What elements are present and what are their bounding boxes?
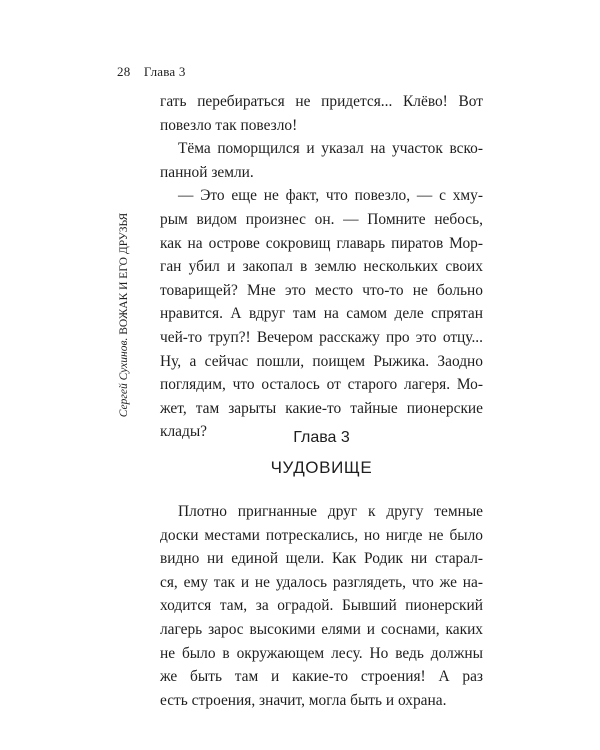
text-line: панной земли. <box>160 163 254 181</box>
spine-author: Сергей Сухинов. <box>118 337 130 418</box>
text-line: — Это еще не факт, что повезло, — с хму- <box>178 187 483 205</box>
text-line: как на острове сокровищ главарь пиратов Мор- <box>160 234 483 252</box>
text-line: ходится там, за оградой. Бывший пионерский <box>160 597 483 615</box>
page-number: 28 <box>117 64 131 79</box>
text-line: есть строения, значит, могла быть и охрана. <box>160 691 447 709</box>
text-line: клады? <box>160 423 207 441</box>
text-line: не было в окружающем лесу. Но ведь должны <box>160 644 483 662</box>
running-header <box>117 64 186 80</box>
text-line: Ну, а сейчас пошли, поищем Рыжика. Заодно <box>160 352 483 370</box>
text-line: жет, там зарыты какие-то тайные пионерские <box>160 399 483 417</box>
text-line: Тёма поморщился и указал на участок вско- <box>178 140 483 158</box>
text-line: повезло так повезло! <box>160 116 298 134</box>
text-block-top <box>160 90 483 444</box>
text-line: ган убил и закопал в землю нескольких своих <box>160 258 483 276</box>
chapter-title: ЧУДОВИЩЕ <box>270 458 373 477</box>
running-title: Глава 3 <box>143 64 186 79</box>
text-line: поглядим, что осталось от старого лагеря. Мо- <box>160 376 483 394</box>
text-line: товарищей? Мне это место что-то не больно <box>160 281 483 299</box>
text-line: лагерь зарос высокими елями и соснами, каких <box>160 620 483 638</box>
text-line: видно ни единой щели. Как Родик ни старал- <box>160 550 483 568</box>
text-line: рым видом произнес он. — Помните небось, <box>160 210 483 228</box>
text-block-bottom <box>160 500 483 712</box>
chapter-label: Глава 3 <box>293 429 350 446</box>
text-line: же быть там и какие-то строения! А раз <box>160 668 483 686</box>
spine-book-title: ВОЖАК И ЕГО ДРУЗЬЯ <box>118 212 130 335</box>
text-line: гать перебираться не придется... Клёво! Вот <box>160 93 483 110</box>
text-line: Плотно пригнанные друг к другу темные <box>178 503 483 520</box>
text-line: чей-то труп?! Вечером расскажу про это отцу... <box>160 328 483 346</box>
text-line: ся, ему так и не удалось разглядеть, что же на- <box>160 573 483 591</box>
text-line: нравится. А вдруг там на самом деле спрятан <box>160 305 483 323</box>
text-line: доски местами потрескались, но нигде не было <box>160 526 483 544</box>
